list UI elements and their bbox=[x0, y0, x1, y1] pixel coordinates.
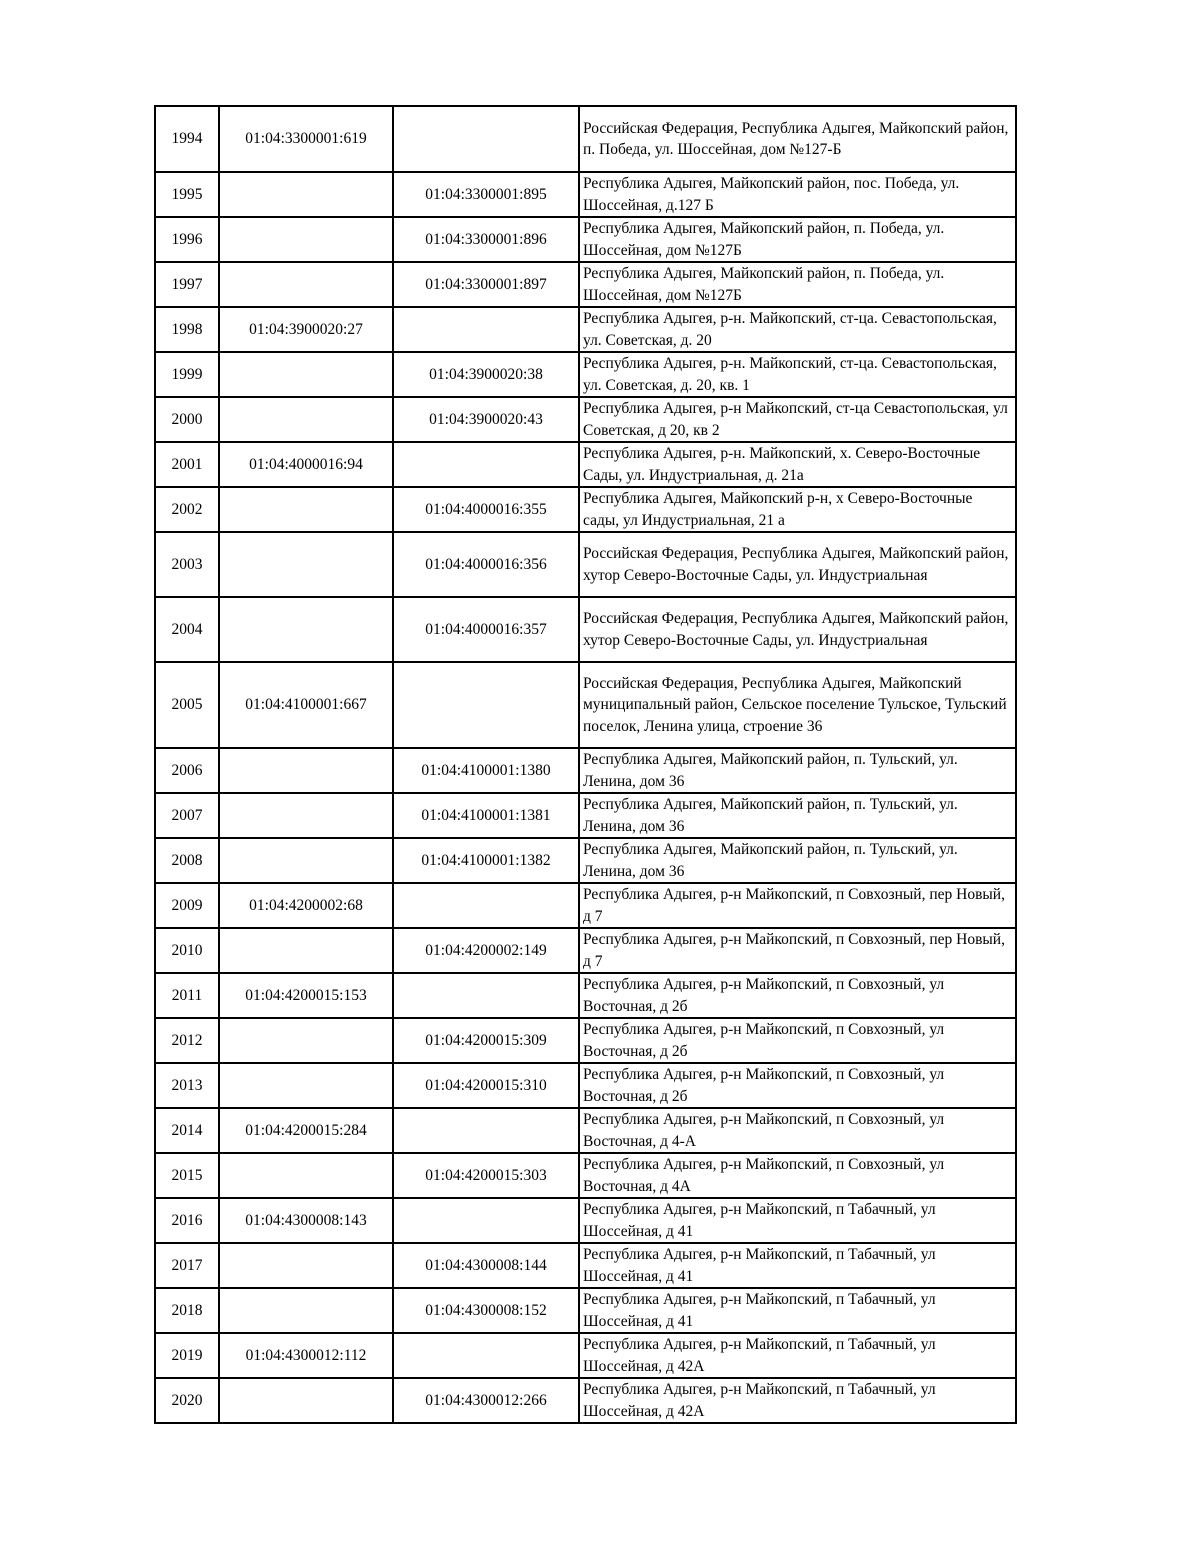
address: Республика Адыгея, р-н Майкопский, п Табачный, ул Шоссейная, д 42А bbox=[579, 1378, 1016, 1423]
address: Республика Адыгея, Майкопский район, п. Тульский, ул. Ленина, дом 36 bbox=[579, 793, 1016, 838]
address: Республика Адыгея, р-н Майкопский, п Совхозный, ул Восточная, д 4-А bbox=[579, 1108, 1016, 1153]
object-cadastral-number: 01:04:3300001:897 bbox=[393, 262, 579, 307]
address: Республика Адыгея, Майкопский район, п. Победа, ул. Шоссейная, дом №127Б bbox=[579, 217, 1016, 262]
table-row bbox=[155, 1018, 1016, 1063]
object-cadastral-number bbox=[393, 883, 579, 928]
object-cadastral-number bbox=[393, 1108, 579, 1153]
object-cadastral-number bbox=[393, 106, 579, 172]
table-row bbox=[155, 1243, 1016, 1288]
object-cadastral-number bbox=[393, 307, 579, 352]
table-row bbox=[155, 1333, 1016, 1378]
parcel-cadastral-number bbox=[219, 1063, 393, 1108]
object-cadastral-number: 01:04:4200015:310 bbox=[393, 1063, 579, 1108]
row-number: 1999 bbox=[155, 352, 219, 397]
object-cadastral-number: 01:04:3300001:896 bbox=[393, 217, 579, 262]
address: Республика Адыгея, р-н Майкопский, п Совхозный, ул Восточная, д 2б bbox=[579, 973, 1016, 1018]
row-number: 2020 bbox=[155, 1378, 219, 1423]
table-row bbox=[155, 352, 1016, 397]
parcel-cadastral-number bbox=[219, 748, 393, 793]
parcel-cadastral-number bbox=[219, 838, 393, 883]
parcel-cadastral-number bbox=[219, 597, 393, 662]
row-number: 2010 bbox=[155, 928, 219, 973]
object-cadastral-number: 01:04:4100001:1382 bbox=[393, 838, 579, 883]
parcel-cadastral-number bbox=[219, 532, 393, 597]
object-cadastral-number: 01:04:4100001:1381 bbox=[393, 793, 579, 838]
address: Республика Адыгея, Майкопский район, пос. Победа, ул. Шоссейная, д.127 Б bbox=[579, 172, 1016, 217]
table-row bbox=[155, 262, 1016, 307]
row-number: 2004 bbox=[155, 597, 219, 662]
address: Республика Адыгея, р-н Майкопский, ст-ца Севастопольская, ул Советская, д 20, кв 2 bbox=[579, 397, 1016, 442]
row-number: 1996 bbox=[155, 217, 219, 262]
address: Республика Адыгея, р-н Майкопский, п Совхозный, пер Новый, д 7 bbox=[579, 928, 1016, 973]
registry-body bbox=[155, 106, 1016, 1423]
address: Республика Адыгея, р-н Майкопский, п Совхозный, ул Восточная, д 2б bbox=[579, 1018, 1016, 1063]
parcel-cadastral-number bbox=[219, 1243, 393, 1288]
address: Республика Адыгея, Майкопский район, п. Тульский, ул. Ленина, дом 36 bbox=[579, 838, 1016, 883]
parcel-cadastral-number: 01:04:4000016:94 bbox=[219, 442, 393, 487]
address: Республика Адыгея, р-н Майкопский, п Табачный, ул Шоссейная, д 42А bbox=[579, 1333, 1016, 1378]
parcel-cadastral-number bbox=[219, 1378, 393, 1423]
address: Республика Адыгея, р-н. Майкопский, ст-ца. Севастопольская, ул. Советская, д. 20 bbox=[579, 307, 1016, 352]
table-row bbox=[155, 1153, 1016, 1198]
row-number: 2000 bbox=[155, 397, 219, 442]
parcel-cadastral-number: 01:04:3900020:27 bbox=[219, 307, 393, 352]
table-row bbox=[155, 793, 1016, 838]
row-number: 2008 bbox=[155, 838, 219, 883]
object-cadastral-number: 01:04:4300008:144 bbox=[393, 1243, 579, 1288]
object-cadastral-number: 01:04:4000016:356 bbox=[393, 532, 579, 597]
table-row bbox=[155, 442, 1016, 487]
object-cadastral-number: 01:04:4200015:303 bbox=[393, 1153, 579, 1198]
row-number: 2002 bbox=[155, 487, 219, 532]
row-number: 2013 bbox=[155, 1063, 219, 1108]
table-row bbox=[155, 532, 1016, 597]
row-number: 2011 bbox=[155, 973, 219, 1018]
table-row bbox=[155, 1378, 1016, 1423]
table-row bbox=[155, 1198, 1016, 1243]
table-row bbox=[155, 307, 1016, 352]
table-row bbox=[155, 1288, 1016, 1333]
object-cadastral-number: 01:04:4000016:355 bbox=[393, 487, 579, 532]
parcel-cadastral-number: 01:04:4200015:284 bbox=[219, 1108, 393, 1153]
parcel-cadastral-number bbox=[219, 352, 393, 397]
object-cadastral-number bbox=[393, 662, 579, 748]
parcel-cadastral-number: 01:04:4100001:667 bbox=[219, 662, 393, 748]
table-row bbox=[155, 397, 1016, 442]
address: Российская Федерация, Республика Адыгея, Майкопский район, хутор Северо-Восточные Сады, ул. Индустриальная bbox=[579, 532, 1016, 597]
address: Республика Адыгея, р-н Майкопский, п Совхозный, ул Восточная, д 4А bbox=[579, 1153, 1016, 1198]
row-number: 1994 bbox=[155, 106, 219, 172]
address: Республика Адыгея, р-н Майкопский, п Совхозный, ул Восточная, д 2б bbox=[579, 1063, 1016, 1108]
address: Республика Адыгея, р-н Майкопский, п Табачный, ул Шоссейная, д 41 bbox=[579, 1243, 1016, 1288]
object-cadastral-number: 01:04:4200015:309 bbox=[393, 1018, 579, 1063]
address: Республика Адыгея, р-н. Майкопский, ст-ца. Севастопольская, ул. Советская, д. 20, кв. 1 bbox=[579, 352, 1016, 397]
row-number: 1998 bbox=[155, 307, 219, 352]
parcel-cadastral-number: 01:04:3300001:619 bbox=[219, 106, 393, 172]
object-cadastral-number: 01:04:4200002:149 bbox=[393, 928, 579, 973]
object-cadastral-number bbox=[393, 442, 579, 487]
row-number: 2003 bbox=[155, 532, 219, 597]
object-cadastral-number bbox=[393, 1198, 579, 1243]
property-registry-table bbox=[154, 105, 1017, 1424]
parcel-cadastral-number bbox=[219, 928, 393, 973]
table-row bbox=[155, 883, 1016, 928]
parcel-cadastral-number: 01:04:4200002:68 bbox=[219, 883, 393, 928]
parcel-cadastral-number bbox=[219, 1153, 393, 1198]
address: Республика Адыгея, Майкопский р-н, х Северо-Восточные сады, ул Индустриальная, 21 а bbox=[579, 487, 1016, 532]
object-cadastral-number: 01:04:3300001:895 bbox=[393, 172, 579, 217]
row-number: 2019 bbox=[155, 1333, 219, 1378]
address: Республика Адыгея, р-н Майкопский, п Табачный, ул Шоссейная, д 41 bbox=[579, 1198, 1016, 1243]
parcel-cadastral-number: 01:04:4300008:143 bbox=[219, 1198, 393, 1243]
row-number: 2001 bbox=[155, 442, 219, 487]
row-number: 2012 bbox=[155, 1018, 219, 1063]
object-cadastral-number: 01:04:3900020:43 bbox=[393, 397, 579, 442]
address: Республика Адыгея, р-н Майкопский, п Совхозный, пер Новый, д 7 bbox=[579, 883, 1016, 928]
parcel-cadastral-number bbox=[219, 793, 393, 838]
address: Российская Федерация, Республика Адыгея, Майкопский район, п. Победа, ул. Шоссейная, дом №127-Б bbox=[579, 106, 1016, 172]
row-number: 2016 bbox=[155, 1198, 219, 1243]
table-row bbox=[155, 172, 1016, 217]
table-row bbox=[155, 597, 1016, 662]
table-row bbox=[155, 487, 1016, 532]
object-cadastral-number: 01:04:4100001:1380 bbox=[393, 748, 579, 793]
parcel-cadastral-number bbox=[219, 1018, 393, 1063]
object-cadastral-number: 01:04:4300012:266 bbox=[393, 1378, 579, 1423]
object-cadastral-number bbox=[393, 973, 579, 1018]
table-row bbox=[155, 973, 1016, 1018]
address: Российская Федерация, Республика Адыгея, Майкопский район, хутор Северо-Восточные Сады, ул. Индустриальная bbox=[579, 597, 1016, 662]
table-row bbox=[155, 106, 1016, 172]
table-row bbox=[155, 928, 1016, 973]
row-number: 2018 bbox=[155, 1288, 219, 1333]
parcel-cadastral-number bbox=[219, 1288, 393, 1333]
parcel-cadastral-number bbox=[219, 262, 393, 307]
table-row bbox=[155, 838, 1016, 883]
address: Республика Адыгея, Майкопский район, п. Тульский, ул. Ленина, дом 36 bbox=[579, 748, 1016, 793]
parcel-cadastral-number bbox=[219, 172, 393, 217]
row-number: 2005 bbox=[155, 662, 219, 748]
table-row bbox=[155, 1108, 1016, 1153]
row-number: 2014 bbox=[155, 1108, 219, 1153]
address: Республика Адыгея, р-н Майкопский, п Табачный, ул Шоссейная, д 41 bbox=[579, 1288, 1016, 1333]
table-row bbox=[155, 662, 1016, 748]
parcel-cadastral-number bbox=[219, 487, 393, 532]
table-row bbox=[155, 1063, 1016, 1108]
parcel-cadastral-number bbox=[219, 397, 393, 442]
object-cadastral-number: 01:04:4300008:152 bbox=[393, 1288, 579, 1333]
row-number: 2009 bbox=[155, 883, 219, 928]
object-cadastral-number bbox=[393, 1333, 579, 1378]
table-row bbox=[155, 748, 1016, 793]
row-number: 2015 bbox=[155, 1153, 219, 1198]
address: Российская Федерация, Республика Адыгея, Майкопский муниципальный район, Сельское поселение Тульское, Тульский поселок, Ленина улица, строение 36 bbox=[579, 662, 1016, 748]
table-row bbox=[155, 217, 1016, 262]
address: Республика Адыгея, Майкопский район, п. Победа, ул. Шоссейная, дом №127Б bbox=[579, 262, 1016, 307]
object-cadastral-number: 01:04:4000016:357 bbox=[393, 597, 579, 662]
row-number: 2017 bbox=[155, 1243, 219, 1288]
parcel-cadastral-number: 01:04:4300012:112 bbox=[219, 1333, 393, 1378]
row-number: 1997 bbox=[155, 262, 219, 307]
object-cadastral-number: 01:04:3900020:38 bbox=[393, 352, 579, 397]
parcel-cadastral-number: 01:04:4200015:153 bbox=[219, 973, 393, 1018]
row-number: 1995 bbox=[155, 172, 219, 217]
address: Республика Адыгея, р-н. Майкопский, х. Северо-Восточные Сады, ул. Индустриальная, д. 21а bbox=[579, 442, 1016, 487]
row-number: 2006 bbox=[155, 748, 219, 793]
parcel-cadastral-number bbox=[219, 217, 393, 262]
row-number: 2007 bbox=[155, 793, 219, 838]
